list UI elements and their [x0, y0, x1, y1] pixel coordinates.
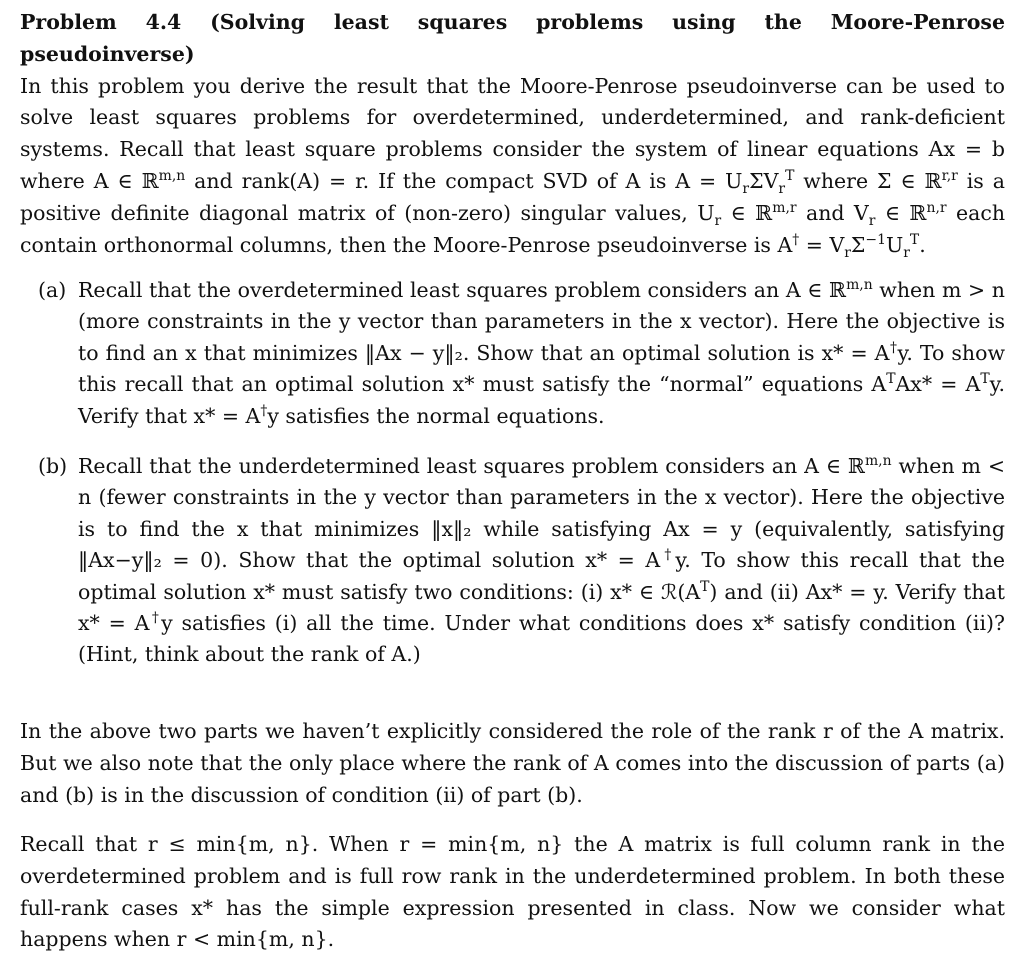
- discussion-paragraph-2: [20, 829, 1005, 956]
- part-b-label: (b): [38, 454, 68, 478]
- discussion-text-2: Recall that r ≤ min{m, n}. When r = min{m, n} the A matrix is full column rank in the overdetermined problem and is full row rank in the underdetermined problem. In both these full-rank cases x* has the simple expression presented in class. Now we consider what happens when r < min{m, n}.: [20, 832, 1005, 952]
- part-b-text: Recall that the underdetermined least squares problem considers an A ∈ ℝ$^{m,n}$ when m < n (fewer constraints in the y vector than parameters in the x vector). Here the objective is to find the x that minimizes ‖x‖₂ while satisfying Ax = y (equivalently, satisfying ‖Ax−y‖₂ = 0). Show that the optimal solution x* = A†y. To show this recall that the optimal solution x* must satisfy two conditions: (i) x* ∈ $ℛ(A^T)$ and (ii) Ax* = y. Verify that x* = A†y satisfies (i) all the time. Under what conditions does x* satisfy condition (ii)? (Hint, think about the rank of A.): [78, 453, 1006, 667]
- problem-intro: [20, 7, 1005, 261]
- part-a-label: (a): [38, 278, 67, 302]
- discussion-paragraph-1: [20, 716, 1005, 811]
- part-b: [38, 451, 1005, 671]
- part-a-text: Recall that the overdetermined least squares problem considers an A ∈ ℝ$^{m,n}$ when m > n (more constraints in the y vector than parameters in the x vector). Here the objective is to find an x that minimizes ‖Ax − y‖₂. Show that an optimal solution is x* = A†y. To show this recall that an optimal solution x* must satisfy the “normal” equations $A^TAx* = A^Ty$. Verify that x* = A†y satisfies the normal equations.: [78, 277, 1006, 428]
- problem-intro-text: In this problem you derive the result that the Moore-Penrose pseudoinverse can be used to solve least squares problems for overdetermined, underdetermined, and rank-deficient systems. Recall that least square problems consider the system of linear equations Ax = b where A ∈ ℝ$^{m,n}$ and rank(A) = r. If the compact SVD of A is $A = U_r\Sigma V_r^T$ where Σ ∈ ℝ$^{r,r}$ is a positive definite diagonal matrix of (non-zero) singular values, $U_r$ ∈ ℝ$^{m,r}$ and $V_r$ ∈ ℝ$^{n,r}$ each contain orthonormal columns, then the Moore-Penrose pseudoinverse is $A^\dagger = V_r\Sigma^{-1}U_r^T$.: [20, 73, 1006, 261]
- discussion-text-1: In the above two parts we haven’t explicitly considered the role of the rank r of the A matrix. But we also note that the only place where the rank of A comes into the discussion of parts (a) and (b) is in the discussion of condition (ii) of part (b).: [20, 719, 1005, 807]
- part-a: [38, 275, 1005, 432]
- problem-title: Problem 4.4 (Solving least squares problems using the Moore-Penrose pseudoinverse): [20, 10, 1005, 66]
